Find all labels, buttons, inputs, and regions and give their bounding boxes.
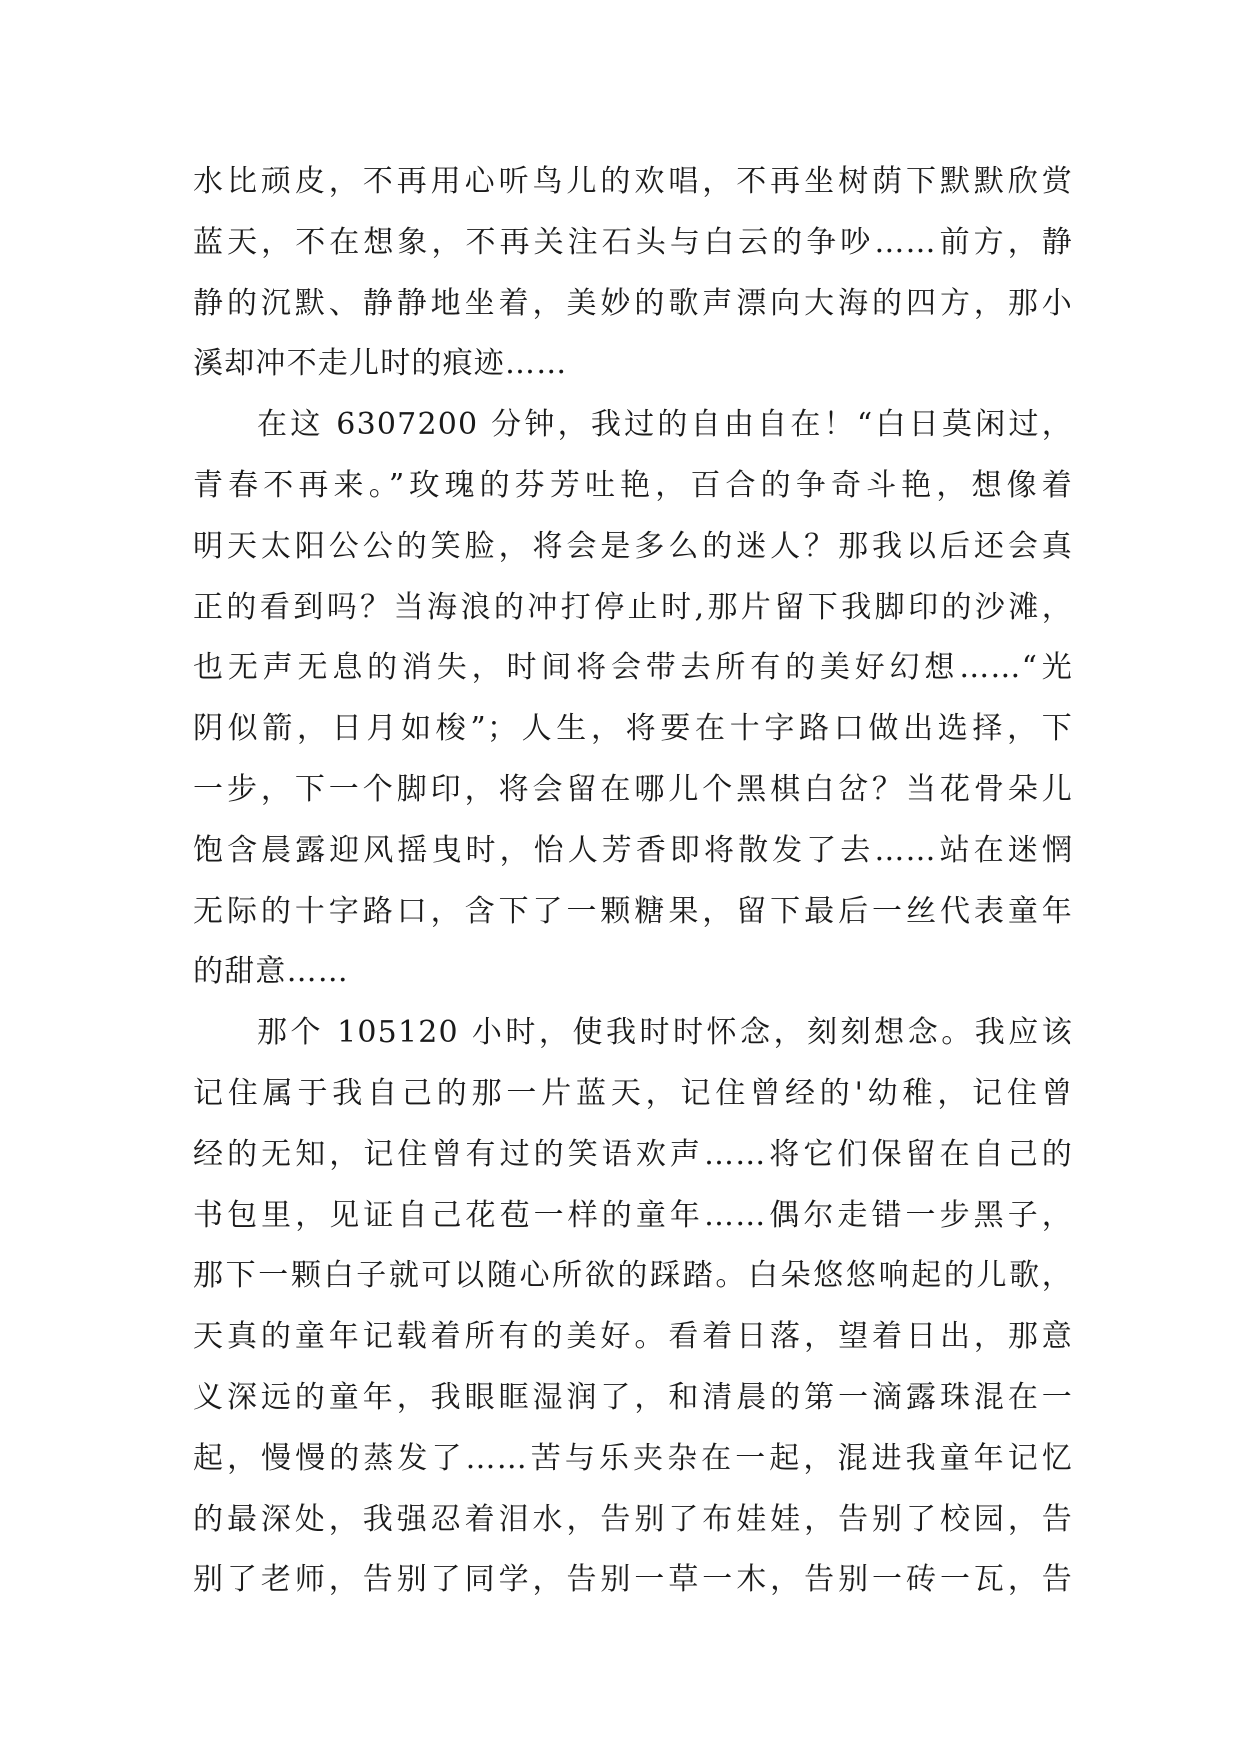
- text-line: 蓝天，不在想象，不再关注石头与白云的争吵……前方，静: [193, 224, 1073, 260]
- text-line: 一步，下一个脚印，将会留在哪儿个黑棋白岔？当花骨朵儿: [193, 771, 1073, 807]
- text-line: 无际的十字路口，含下了一颗糖果，留下最后一丝代表童年: [193, 893, 1073, 929]
- paragraph-first-line: 那个 105120 小时，使我时时怀念，刻刻想念。我应该: [257, 1015, 1073, 1051]
- text-line: 的最深处，我强忍着泪水，告别了布娃娃，告别了校园，告: [193, 1501, 1073, 1537]
- text-line: 水比顽皮，不再用心听鸟儿的欢唱，不再坐树荫下默默欣赏: [193, 164, 1073, 199]
- text-line: 经的无知，记住曾有过的笑语欢声……将它们保留在自己的: [193, 1136, 1073, 1172]
- body-text: [193, 152, 1073, 1611]
- text-line: 记住属于我自己的那一片蓝天，记住曾经的'幼稚，记住曾: [193, 1075, 1073, 1111]
- text-line: 溪却冲不走儿时的痕迹……: [193, 346, 568, 382]
- paragraph-first-line: 在这 6307200 分钟，我过的自由自在！“白日莫闲过，: [257, 407, 1073, 443]
- text-line: 起，慢慢的蒸发了……苦与乐夹杂在一起，混进我童年记忆: [193, 1440, 1073, 1476]
- text-line: 天真的童年记载着所有的美好。看着日落，望着日出，那意: [193, 1319, 1073, 1355]
- text-line: 正的看到吗？当海浪的冲打停止时,那片留下我脚印的沙滩，: [193, 589, 1073, 625]
- text-line: 的甜意……: [193, 954, 349, 990]
- text-line: 静的沉默、静静地坐着，美妙的歌声漂向大海的四方，那小: [193, 285, 1073, 321]
- text-line: 书包里，见证自己花苞一样的童年……偶尔走错一步黑子，: [193, 1197, 1073, 1233]
- text-line: 阴似箭，日月如梭”；人生，将要在十字路口做出选择，下: [193, 711, 1073, 747]
- text-line: 青春不再来。”玫瑰的芬芳吐艳，百合的争奇斗艳，想像着: [193, 467, 1073, 503]
- text-line: 那下一颗白子就可以随心所欲的踩踏。白朵悠悠响起的儿歌，: [193, 1258, 1073, 1294]
- text-line: 义深远的童年，我眼眶湿润了，和清晨的第一滴露珠混在一: [193, 1379, 1073, 1415]
- text-line: 明天太阳公公的笑脸，将会是多么的迷人？那我以后还会真: [193, 528, 1073, 564]
- text-line: 别了老师，告别了同学，告别一草一木，告别一砖一瓦，告: [193, 1562, 1073, 1598]
- text-line: 也无声无息的消失，时间将会带去所有的美好幻想……“光: [193, 650, 1073, 686]
- text-line: 饱含晨露迎风摇曳时，怡人芳香即将散发了去……站在迷惘: [193, 832, 1073, 868]
